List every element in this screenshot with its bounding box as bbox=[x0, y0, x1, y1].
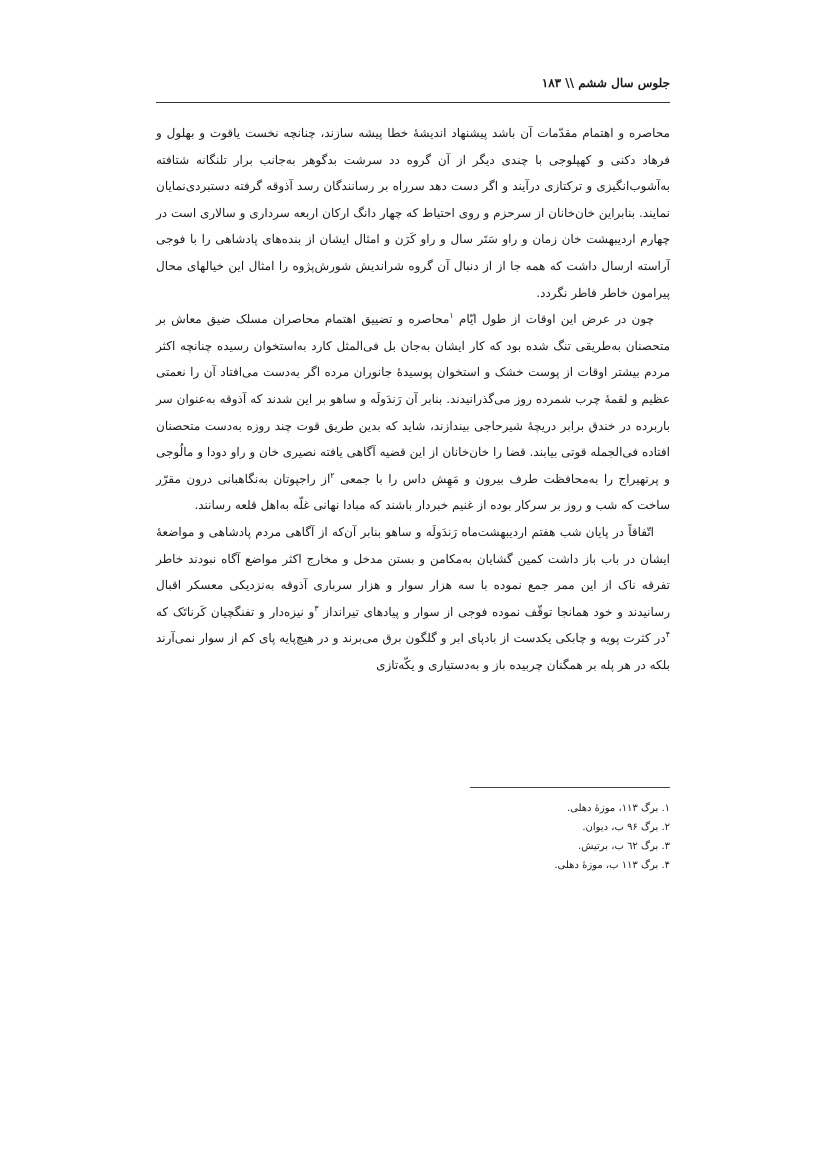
footnote-rule bbox=[470, 787, 670, 788]
footnote-item bbox=[156, 837, 670, 856]
running-head: جلوس سال ششم \\ ۱۸۳ bbox=[541, 76, 670, 90]
paragraph-3-text-a: اتّفاقاً در پایان شب هفتم اردیبهشت‌ماه رَندَولَه و ساهو بنابر آن‌که از آگاهی مردم پادشاهی و مواضعهٔ ایشان در باب باز داشت کمین گشایان به‌مکامن و بستن مدخل و مخارج اکثر مواضع آگاه نبودند خاطر تفرقه ناک از این ممر جمع نموده با سه هزار سوار و هزار سرباری آذوقه به‌نزدیکی معسکر اقبال رسانیدند و خود همانجا توقّف نموده فوجی از سوار و پیادهای تیرانداز bbox=[156, 524, 670, 619]
footnote-text: برگ ٦٢ ب، برتیش. bbox=[578, 841, 659, 852]
footnote-number: ۲. bbox=[661, 822, 670, 833]
footnotes bbox=[156, 799, 670, 875]
footnote-number: ۱. bbox=[661, 803, 670, 814]
paragraph-2-text-b: محاصره و تضییق اهتمام محاصران مسلک ضیق معاش بر متحصنان به‌طریقی تنگ شده بود که کار ایشان به‌جان بل فی‌المثل کارد به‌استخوان رسیده چنانچه اکثر مردم بیشتر اوقات از پوست خشک و استخوان پوسیدهٔ جانوران مرده اگر به‌دست می‌افتاد آن را نعمتی عظیم و لقمهٔ چرب شمرده روز می‌گذرانیدند. بنابر آن رَندَولَه و ساهو بر این شدند که آذوقه به‌عنوان سر باربرده در خندق برابر دریچهٔ شیرحاجی بیندازند، شاید که بدین طریق قوت چند روزه به‌دست متحصنان افتاده فی‌الجمله قوتی بیابند. قضا را خان‌خانان از این قضیه آگاهی یافته نصیری خان و راو دودا و مالُوجی و پرتهیراج را به‌محافظت طرف بیرون و مَهِش داس را با جمعی bbox=[156, 312, 670, 486]
footnote-ref-3[interactable]: ۳ bbox=[314, 603, 319, 613]
body-text bbox=[156, 120, 670, 678]
footnote-item bbox=[156, 818, 670, 837]
footnote-number: ۴. bbox=[661, 860, 670, 871]
footnote-ref-2[interactable]: ۲ bbox=[330, 470, 335, 480]
footnote-text: برگ ۹۶ ب، دیوان. bbox=[582, 822, 659, 833]
paragraph-2-text-c: از راجپوتان به‌نگاهبانی درون مقرّر ساخت که شب و روز بر سرکار بوده از غنیم خبردار باشند که مبادا نهانی غلّه به‌اهل قلعه رسانند. bbox=[156, 471, 670, 513]
header-rule bbox=[156, 102, 670, 103]
footnote-ref-4[interactable]: ۴ bbox=[665, 630, 670, 640]
footnote-text: برگ ۱۱۳، موزهٔ دهلی. bbox=[566, 803, 659, 814]
paragraph-1: محاصره و اهتمام مقدّمات آن باشد پیشنهاد اندیشهٔ خطا پیشه سازند، چنانچه نخست یاقوت و بهلول و فرهاد دکنی و کهپلوجی با چندی دیگر از آن گروه دد سرشت بدگوهر به‌جانب برار تلنگانه شتافته به‌آشوب‌انگیزی و ترکتازی درآیند و اگر دست دهد سرراه بر رسانندگان رسد آذوقه گرفته دستبردی‌نمایان نمایند. بنابراین خان‌خانان از سرحزم و روی احتیاط که چهار دانگ ارکان اربعه سرداری و سالاری است در چهارم اردیبهشت خان زمان و راو سَتَر سال و راو کَرَن و امثال ایشان از بنده‌های پادشاهی را با فوجی آراسته ارسال داشت که همه جا از از دنبال آن گروه شراندیش شورش‌پژوه را امثال این خیالهای محال پیرامون خاطر فاطر نگردد. bbox=[156, 126, 670, 300]
footnote-ref-1[interactable]: ۱ bbox=[449, 311, 454, 321]
paragraph-2 bbox=[156, 306, 670, 519]
footnote-number: ۳. bbox=[661, 841, 670, 852]
paragraph-3 bbox=[156, 519, 670, 679]
footnote-item bbox=[156, 799, 670, 818]
footnote-item bbox=[156, 856, 670, 875]
footnote-text: برگ ۱۱۳ ب، موزهٔ دهلی. bbox=[554, 860, 659, 871]
page bbox=[156, 0, 670, 1169]
paragraph-2-text-a: چون در عرض این اوقات از طول ایّام bbox=[453, 312, 654, 327]
paragraph-3-text-c: در کثرت پویه و چابکی یکدست از بادپای ابر و گلگون برق می‌برند و در هیچ‌پایه پای کم از سوار نمی‌آرند بلکه در هر پله بر همگنان چربیده باز و به‌دستیاری و یکّه‌تازی bbox=[156, 631, 670, 672]
paragraph-3-text-b: و نیزه‌دار و تفنگچیان کَرناتَک که bbox=[156, 604, 315, 619]
